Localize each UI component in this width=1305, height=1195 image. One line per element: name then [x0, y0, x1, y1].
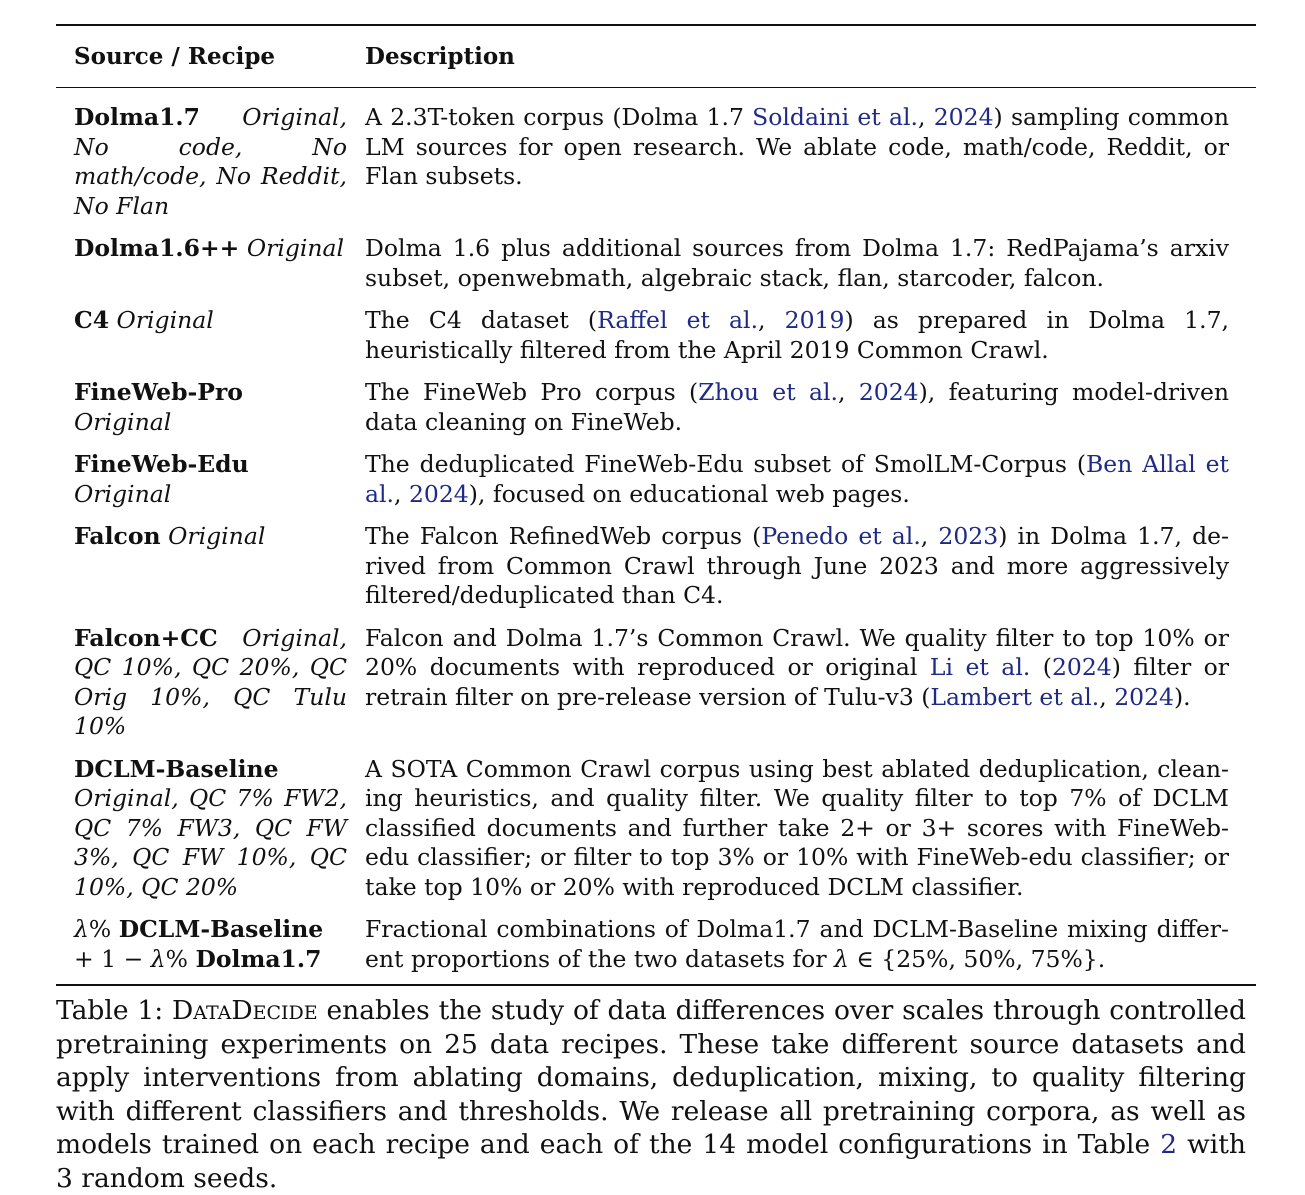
description-text: ∈ {25%, 50%, 75%}.: [848, 944, 1106, 973]
source-dataset-name: DCLM-Baseline: [118, 915, 324, 943]
header-source-recipe: Source / Recipe: [74, 43, 276, 70]
source-name: Dolma1.7: [74, 103, 200, 131]
caption-text-b: with 3 random seeds.: [56, 1129, 1246, 1194]
table-header-row: [56, 26, 1256, 87]
description-citation-link[interactable]: 2024: [858, 378, 919, 406]
description-text: (: [1030, 653, 1052, 681]
description-citation-link[interactable]: Zhou et al.: [698, 378, 838, 406]
description-cell: [365, 306, 1229, 365]
description-text: ,: [838, 378, 859, 406]
source-variants: Original: [116, 306, 214, 334]
description-citation-link[interactable]: 2024: [1114, 682, 1175, 711]
description-citation-link[interactable]: 2023: [938, 522, 999, 550]
source-math-symbol: λ: [74, 915, 89, 943]
table-row: [56, 450, 1256, 509]
description-citation-link[interactable]: Ben Allal et al.: [365, 450, 1229, 508]
table-header-rule: [56, 87, 1256, 88]
description-cell: [365, 103, 1229, 221]
description-text: A SOTA Common Crawl corpus using best ablated deduplication, cleaning heuristics, and quality filter. We quality filter to top 7% of DCLM classified documents and further take 2+ or 3+ scores with FineWeb-edu classifier; or filter to top 3% or 10% with FineWeb-edu classifier; or take top 10% or 20% with reproduced DCLM classifier.: [365, 754, 1229, 901]
caption-label: Table 1:: [56, 995, 173, 1026]
description-text: ,: [920, 522, 939, 550]
table-row: [56, 234, 1256, 293]
source-name: Falcon+CC: [74, 623, 218, 652]
source-variants: Original, QC 7% FW2, QC 7% FW3, QC FW 3%, QC FW 10%, QC 10%, QC 20%: [74, 784, 347, 901]
header-description: Description: [365, 43, 515, 70]
description-text: ) as prepared in Dolma 1.7, heuristically filtered from the April 2019 Common Crawl.: [365, 306, 1229, 364]
table-row: [56, 306, 1256, 365]
table-bottom-rule: [56, 984, 1256, 986]
description-text: Falcon and Dolma 1.7’s Common Crawl. We quality filter to top 10% or 20% documents with reproduced or original: [365, 623, 1229, 681]
source-name: Dolma1.6++: [74, 234, 240, 262]
description-text: ) in Dolma 1.7, derived from Common Crawl through June 2023 and more aggressively filtered/deduplicated than C4.: [365, 522, 1229, 609]
source-recipe-cell: [56, 378, 347, 437]
source-variants: Original, No code, No math/code, No Reddit, No Flan: [74, 103, 347, 220]
source-recipe-cell: [56, 755, 347, 903]
source-text: %: [88, 915, 119, 943]
description-citation-link[interactable]: Li et al.: [929, 653, 1031, 681]
source-recipe-cell: [56, 306, 347, 365]
description-text: The Falcon RefinedWeb corpus (: [365, 522, 762, 550]
description-text: ), featuring model-driven data cleaning on FineWeb.: [365, 378, 1229, 436]
description-citation-link[interactable]: 2024: [1051, 653, 1112, 681]
source-variants: Original: [74, 407, 172, 436]
source-variants: Original: [168, 522, 266, 550]
source-dataset-name: Dolma1.7: [195, 944, 322, 973]
description-cell: [365, 624, 1229, 742]
caption-table-ref-link[interactable]: 2: [1160, 1129, 1178, 1160]
description-text: ) filter or retrain filter on pre-release version of Tulu-v3 (: [365, 653, 1230, 711]
description-cell: [365, 755, 1229, 903]
source-name: C4: [74, 306, 110, 334]
source-text: %: [165, 944, 196, 973]
source-variants: Original: [246, 234, 345, 262]
description-citation-link[interactable]: Raffel et al.: [597, 306, 759, 334]
source-variants: Original, QC 10%, QC 20%, QC Orig 10%, QC Tulu 10%: [74, 623, 347, 740]
description-citation-link[interactable]: 2024: [408, 479, 469, 508]
table-row: [56, 755, 1256, 903]
table-row: [56, 103, 1256, 221]
table-row: [56, 522, 1256, 611]
source-name: Falcon: [74, 522, 161, 550]
description-text: ), focused on educational web pages.: [468, 479, 910, 508]
table-row-mixing: [56, 915, 1256, 974]
table-caption: [56, 994, 1246, 1195]
caption-text-a: enables the study of data differences over scales through controlled pretraining experiments on 25 data recipes. These take different source datasets and apply interventions from ablating domains, deduplication, mixing, to quality filtering with different classifiers and thresholds. We release all pretraining corpora, as well as models trained on each recipe and each of the 14 model configurations in Table: [56, 995, 1246, 1160]
source-variants: Original: [74, 479, 172, 508]
description-text: ) sampling common LM sources for open research. We ablate code, math/code, Reddit, or Flan subsets.: [365, 103, 1229, 190]
source-name: FineWeb-Pro: [74, 378, 243, 406]
description-cell: [365, 522, 1229, 611]
description-citation-link[interactable]: 2024: [933, 103, 994, 131]
description-text: ,: [918, 103, 934, 131]
table-body: [56, 103, 1256, 974]
description-text: Fractional combinations of Dolma1.7 and DCLM-Baseline mixing different proportions of the two datasets for: [365, 915, 1229, 973]
source-recipe-cell: [56, 624, 347, 742]
table-row: [56, 378, 1256, 437]
description-text: A 2.3T-token corpus (Dolma 1.7: [365, 103, 753, 131]
description-cell: [365, 234, 1229, 293]
source-recipe-cell: [56, 234, 347, 293]
description-text: Dolma 1.6 plus additional sources from Dolma 1.7: RedPajama’s arxiv subset, openwebmath, algebraic stack, flan, starcoder, falcon.: [365, 234, 1229, 292]
source-text: + 1 −: [74, 944, 151, 973]
description-text: The deduplicated FineWeb-Edu subset of SmolLM-Corpus (: [365, 450, 1087, 478]
data-recipes-table: [56, 24, 1256, 986]
description-text: The C4 dataset (: [365, 306, 598, 334]
description-citation-link[interactable]: Penedo et al.: [761, 522, 921, 550]
source-recipe-cell: [56, 450, 347, 509]
description-citation-link[interactable]: Lambert et al.: [930, 682, 1100, 711]
description-citation-link[interactable]: 2019: [784, 306, 845, 334]
description-cell: [365, 378, 1229, 437]
description-cell: [365, 915, 1229, 974]
description-text: ).: [1174, 682, 1191, 711]
description-citation-link[interactable]: Soldaini et al.: [752, 103, 918, 131]
caption-datadecide: DataDecide: [172, 995, 318, 1026]
table-row: [56, 624, 1256, 742]
source-recipe-cell: [56, 522, 347, 611]
description-cell: [365, 450, 1229, 509]
description-text: ,: [394, 479, 409, 508]
source-name: FineWeb-Edu: [74, 450, 249, 478]
description-text: ,: [758, 306, 785, 334]
description-text: ,: [1099, 682, 1115, 711]
source-math-symbol: λ: [150, 944, 166, 973]
description-text: The FineWeb Pro corpus (: [365, 378, 699, 406]
source-recipe-cell: [56, 103, 347, 221]
source-recipe-cell: [56, 915, 347, 974]
source-name: DCLM-Baseline: [74, 754, 279, 783]
description-math-symbol: λ: [834, 944, 849, 973]
